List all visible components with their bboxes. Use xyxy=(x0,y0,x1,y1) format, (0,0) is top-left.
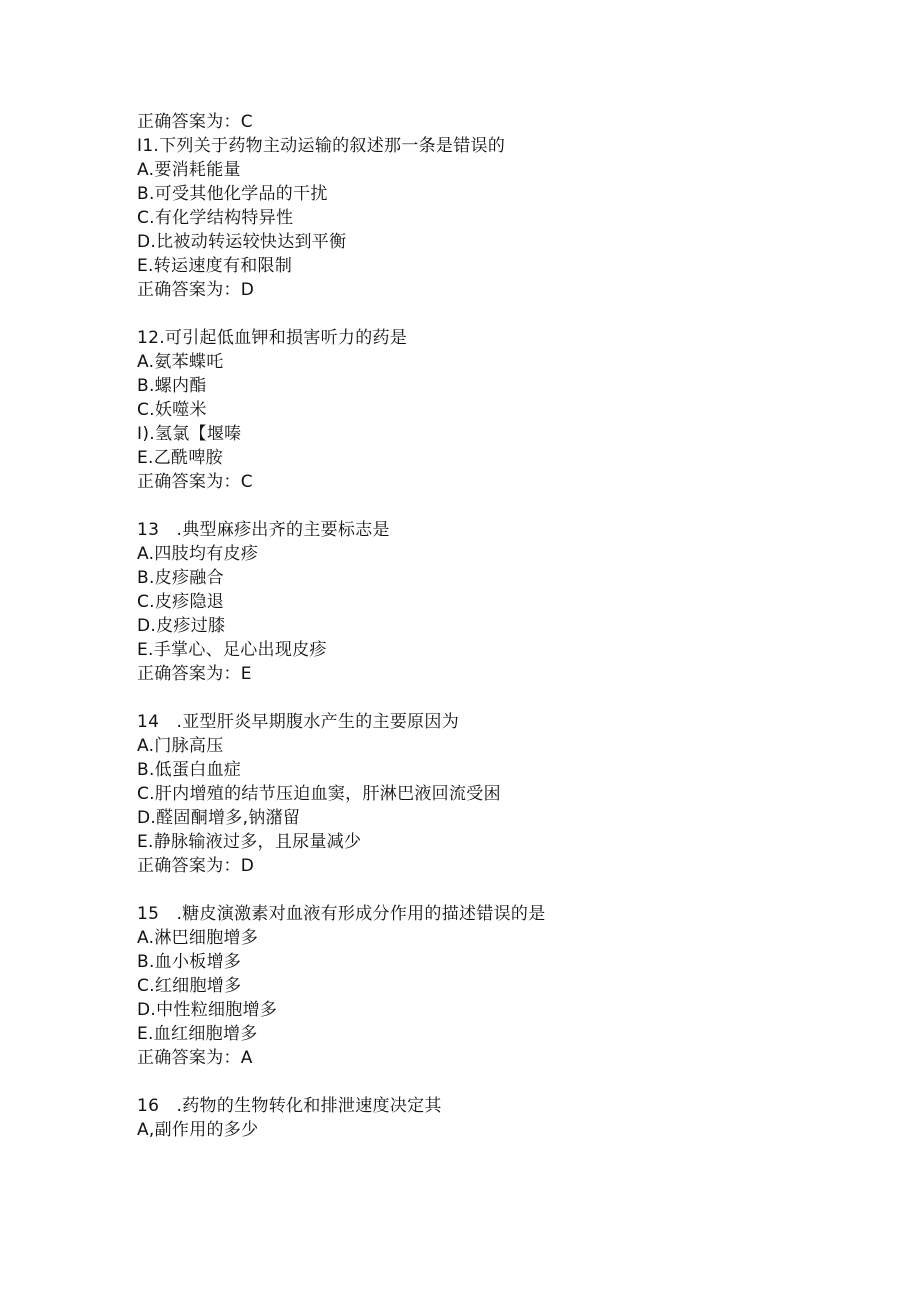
option-b: B.可受其他化学品的干扰 xyxy=(137,184,328,204)
option-c: C.红细胞增多 xyxy=(137,976,242,996)
option-b: B.皮疹融合 xyxy=(137,568,224,588)
spacer xyxy=(137,302,837,326)
option-a: A.氨苯蝶吒 xyxy=(137,352,224,372)
option-e: E.转运速度有和限制 xyxy=(137,256,293,276)
answer-line: 正确答案为：D xyxy=(137,280,255,300)
option-a: A.四肢均有皮疹 xyxy=(137,544,259,564)
question-14: 14 .亚型肝炎早期腹水产生的主要原因为 xyxy=(137,712,460,732)
option-e: E.血红细胞增多 xyxy=(137,1024,258,1044)
spacer xyxy=(137,494,837,518)
option-a: A.要消耗能量 xyxy=(137,160,241,180)
question-11: I1.下列关于药物主动运输的叙述那一条是错误的 xyxy=(137,136,506,156)
answer-line: 正确答案为：C xyxy=(137,112,253,132)
option-c: C.妖噬米 xyxy=(137,400,207,420)
spacer xyxy=(137,686,837,710)
option-d: I).氢氯【堰嗪 xyxy=(137,424,242,444)
document-body xyxy=(137,110,837,1142)
option-c: C.肝内增殖的结节压迫血窦，肝淋巴液回流受困 xyxy=(137,784,501,804)
option-a: A.门脉高压 xyxy=(137,736,224,756)
option-e: E.乙酰啤胺 xyxy=(137,448,223,468)
option-d: D.中性粒细胞增多 xyxy=(137,1000,278,1020)
answer-line: 正确答案为：E xyxy=(137,664,252,684)
answer-line: 正确答案为：C xyxy=(137,472,253,492)
question-16: 16 .药物的生物转化和排泄速度决定其 xyxy=(137,1096,442,1116)
option-e: E.静脉输液过多，且尿量减少 xyxy=(137,832,362,852)
option-d: D.皮疹过膝 xyxy=(137,616,226,636)
question-12: 12.可引起低血钾和损害听力的药是 xyxy=(137,328,408,348)
question-15: 15 .糖皮演激素对血液有形成分作用的描述错误的是 xyxy=(137,904,546,924)
spacer xyxy=(137,878,837,902)
option-b: B.螺内酯 xyxy=(137,376,207,396)
option-c: C.有化学结构特异性 xyxy=(137,208,294,228)
option-e: E.手掌心、足心出现皮疹 xyxy=(137,640,327,660)
option-d: D.比被动转运较快达到平衡 xyxy=(137,232,347,252)
answer-line: 正确答案为：D xyxy=(137,856,255,876)
option-b: B.低蛋白血症 xyxy=(137,760,242,780)
option-a: A.淋巴细胞增多 xyxy=(137,928,259,948)
question-13: 13 .典型麻疹出齐的主要标志是 xyxy=(137,520,390,540)
option-b: B.血小板增多 xyxy=(137,952,242,972)
option-a: A,副作用的多少 xyxy=(137,1120,259,1140)
answer-line: 正确答案为：A xyxy=(137,1048,253,1068)
option-d: D.醛固酮增多,钠潴留 xyxy=(137,808,301,828)
option-c: C.皮疹隐退 xyxy=(137,592,225,612)
spacer xyxy=(137,1070,837,1094)
